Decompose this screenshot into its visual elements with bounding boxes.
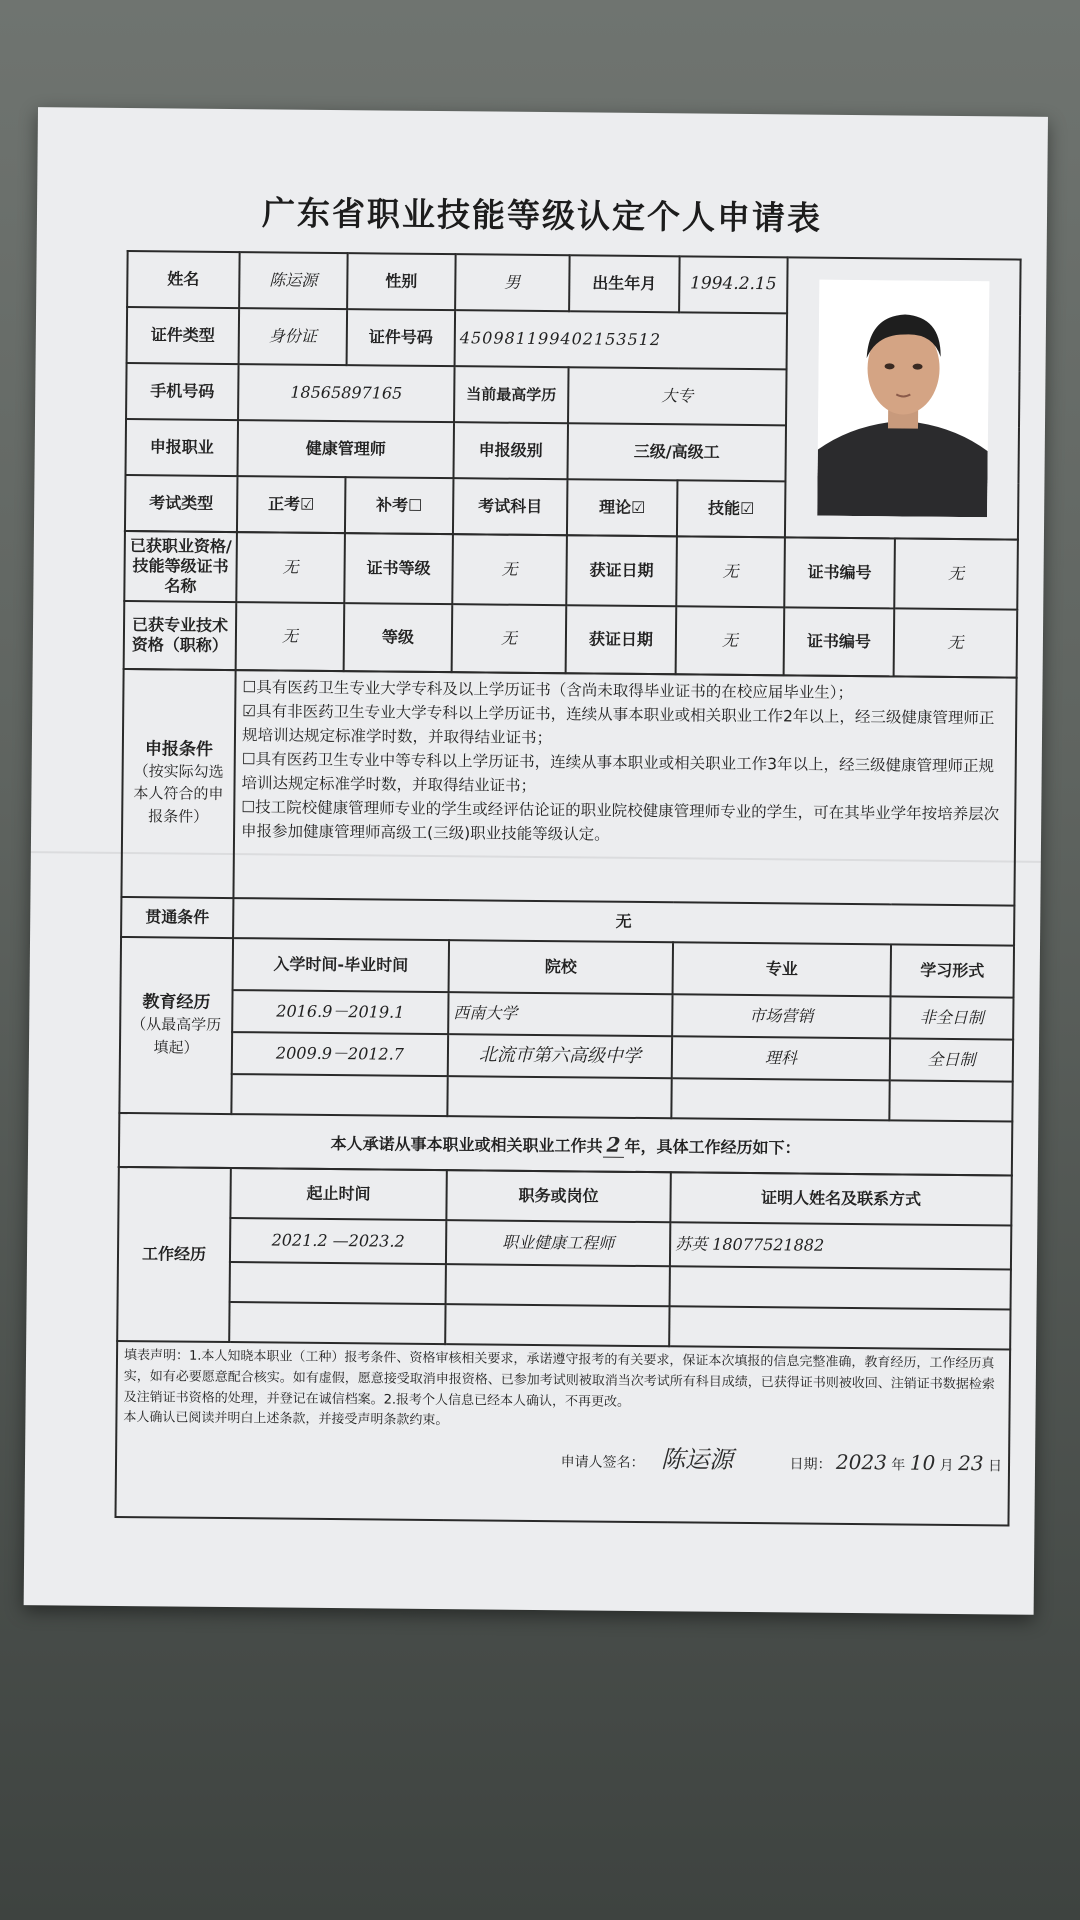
- work-header-reference: 证明人姓名及联系方式: [670, 1172, 1011, 1225]
- subject-theory-checkbox: 理论☑: [567, 479, 678, 536]
- condition-item-3: ☐具有医药卫生专业中等专科以上学历证书，连续从事本职业或相关职业工作3年以上，经三级健康管理师正规培训达规定标准学时数，并取得结业证书；: [241, 750, 995, 796]
- photo-cell: [785, 257, 1021, 539]
- signature-value: 陈运源: [660, 1445, 734, 1475]
- conditions-label: 申报条件: [144, 738, 213, 760]
- education-label-cell: [119, 937, 233, 1114]
- conditions-label-cell: [121, 669, 235, 898]
- work-row2-reference: [670, 1266, 1011, 1309]
- subject-skill-checkbox: 技能☑: [677, 480, 786, 537]
- date-day: 23: [958, 1451, 984, 1476]
- edu-header-mode: 学习形式: [891, 944, 1014, 997]
- declaration-text: 填表声明：1.本人知晓本职业（工种）报考条件、资格审核相关要求，承诺遵守报考的有关要求，保证本次填报的信息完整准确，教育经历，工作经历真实，如有必要愿意配合核实。如有虚假，愿意接受取消申报资格、已参加考试则被取消当次考试所有科目成绩，已获得证书则被收回、注销证书数据检索及注销证书资格的处理，并登记在诚信档案。2.报考个人信息已经本人确认，不再更改。: [123, 1348, 995, 1410]
- level-value: 三级/高级工: [567, 423, 786, 481]
- edu-header-major: 专业: [673, 942, 891, 996]
- edu-row3-mode: [889, 1080, 1012, 1121]
- date-label: 日期：: [789, 1456, 832, 1474]
- examtype-regular-checkbox: 正考☑: [237, 476, 346, 533]
- title-no-value: 无: [894, 608, 1018, 677]
- edu-header-school: 院校: [449, 940, 673, 994]
- birth-value: 1994.2.15: [679, 256, 788, 313]
- edu-row1-school: 西南大学: [448, 992, 672, 1036]
- work-row1-position: 职业健康工程师: [446, 1220, 670, 1266]
- examtype-label: 考试类型: [125, 475, 238, 532]
- work-row1-reference: 苏英 18077521882: [670, 1222, 1011, 1269]
- job-value: 健康管理师: [237, 420, 454, 478]
- edu-row1-period: 2016.9－2019.1: [232, 990, 448, 1034]
- edu-row3-major: [671, 1078, 889, 1120]
- work-row2-position: [446, 1264, 670, 1306]
- edu-row3-school: [447, 1076, 671, 1118]
- declaration-cell: [115, 1341, 1010, 1526]
- conditions-list: [233, 670, 1016, 905]
- date-month: 10: [909, 1450, 936, 1476]
- education-label: 教育经历: [142, 992, 211, 1013]
- work-row3-reference: [669, 1306, 1010, 1349]
- idtype-label: 证件类型: [127, 307, 240, 364]
- condition-item-4: ☐技工院校健康管理师专业的学生或经评估论证的职业院校健康管理师专业的学生，可在其毕业学年按培养层次申报参加健康管理师高级工(三级)职业技能等级认定。: [240, 798, 1000, 844]
- through-value: 无: [233, 898, 1014, 945]
- edu-row2-mode: 全日制: [890, 1038, 1013, 1081]
- portrait-image: [817, 280, 989, 518]
- work-row1-period: 2021.2 —2023.2: [230, 1218, 446, 1264]
- title-cert-label: 已获专业技术资格（职称）: [124, 601, 237, 670]
- title-grade-label: 等级: [344, 603, 453, 672]
- title-date-value: 无: [676, 606, 785, 675]
- work-promise: [119, 1113, 1012, 1176]
- work-row3-period: [229, 1302, 445, 1344]
- qual-cert-label: 已获职业资格/技能等级证书名称: [124, 531, 237, 602]
- edu-value: 大专: [568, 367, 787, 425]
- work-promise-years: 2: [603, 1132, 625, 1157]
- edu-header-period: 入学时间-毕业时间: [233, 938, 449, 992]
- level-label: 申报级别: [453, 422, 568, 479]
- qualifications-table: [123, 530, 1019, 679]
- name-label: 姓名: [127, 251, 240, 308]
- work-header-period: 起止时间: [230, 1168, 446, 1220]
- condition-item-2: ☑具有非医药卫生专业大学专科以上学历证书，连续从事本职业或相关职业工作2年以上，经三级健康管理师正规培训达规定标准学时数，并取得结业证书；: [241, 702, 995, 748]
- education-sublabel: （从最高学历填起）: [131, 1015, 222, 1057]
- qual-no-value: 无: [894, 538, 1018, 609]
- edu-label: 当前最高学历: [454, 366, 569, 423]
- edu-row2-school: 北流市第六高级中学: [448, 1034, 672, 1078]
- signature-label: 申请人签名：: [560, 1454, 645, 1472]
- work-table: [114, 1166, 1012, 1527]
- phone-value: 18565897165: [238, 364, 455, 422]
- conditions-table: [118, 668, 1018, 1177]
- date-day-char: 日: [987, 1458, 1003, 1475]
- title-no-label: 证书编号: [784, 607, 895, 676]
- qual-grade-label: 证书等级: [344, 533, 453, 604]
- title-cert-value: 无: [236, 602, 345, 671]
- work-row3-position: [445, 1304, 669, 1346]
- signature-line: [123, 1435, 1002, 1482]
- idtype-value: 身份证: [239, 308, 348, 365]
- form-title: 广东省职业技能等级认定个人申请表: [261, 193, 823, 238]
- work-header-position: 职务或岗位: [446, 1170, 670, 1222]
- work-row2-period: [230, 1262, 446, 1304]
- gender-value: 男: [455, 254, 570, 311]
- date-year-char: 年: [891, 1457, 906, 1474]
- title-grade-value: 无: [452, 604, 567, 673]
- idnum-label: 证件号码: [347, 309, 456, 366]
- applicant-photo: [817, 280, 989, 518]
- condition-item-1: ☐具有医药卫生专业大学专科及以上学历证书（含尚未取得毕业证书的在校应届毕业生）；: [242, 678, 854, 703]
- subject-label: 考试科目: [453, 478, 568, 535]
- qual-grade-value: 无: [452, 534, 567, 605]
- name-value: 陈运源: [239, 252, 348, 309]
- edu-row3-period: [231, 1074, 447, 1116]
- birth-label: 出生年月: [569, 255, 680, 312]
- form-table-area: [114, 250, 1019, 1527]
- idnum-value: 450981199402153512: [455, 310, 788, 369]
- declaration-confirm: 本人确认已阅读并明白上述条款，并接受声明条款约束。: [123, 1410, 449, 1429]
- qual-date-label: 获证日期: [566, 535, 677, 606]
- qual-no-label: 证书编号: [784, 537, 895, 608]
- date-year: 2023: [835, 1450, 887, 1475]
- title-date-label: 获证日期: [566, 605, 677, 674]
- conditions-sublabel: （按实际勾选本人符合的申报条件）: [133, 761, 224, 826]
- date-month-char: 月: [939, 1458, 954, 1475]
- examtype-makeup-checkbox: 补考☐: [345, 477, 454, 534]
- application-form-paper: [24, 107, 1048, 1615]
- through-label: 贯通条件: [121, 897, 233, 938]
- edu-row2-period: 2009.9－2012.7: [232, 1032, 448, 1076]
- edu-row2-major: 理科: [672, 1036, 890, 1080]
- qual-cert-value: 无: [236, 532, 345, 603]
- personal-info-table: [124, 250, 1022, 541]
- edu-row1-major: 市场营销: [672, 994, 890, 1038]
- qual-date-value: 无: [676, 536, 785, 607]
- work-label: 工作经历: [117, 1167, 231, 1342]
- job-label: 申报职业: [125, 419, 238, 476]
- edu-row1-mode: 非全日制: [890, 996, 1013, 1039]
- phone-label: 手机号码: [126, 363, 239, 420]
- work-promise-suffix: 年，具体工作经历如下：: [624, 1136, 801, 1158]
- gender-label: 性别: [347, 253, 456, 310]
- work-promise-prefix: 本人承诺从事本职业或相关职业工作共: [330, 1133, 603, 1156]
